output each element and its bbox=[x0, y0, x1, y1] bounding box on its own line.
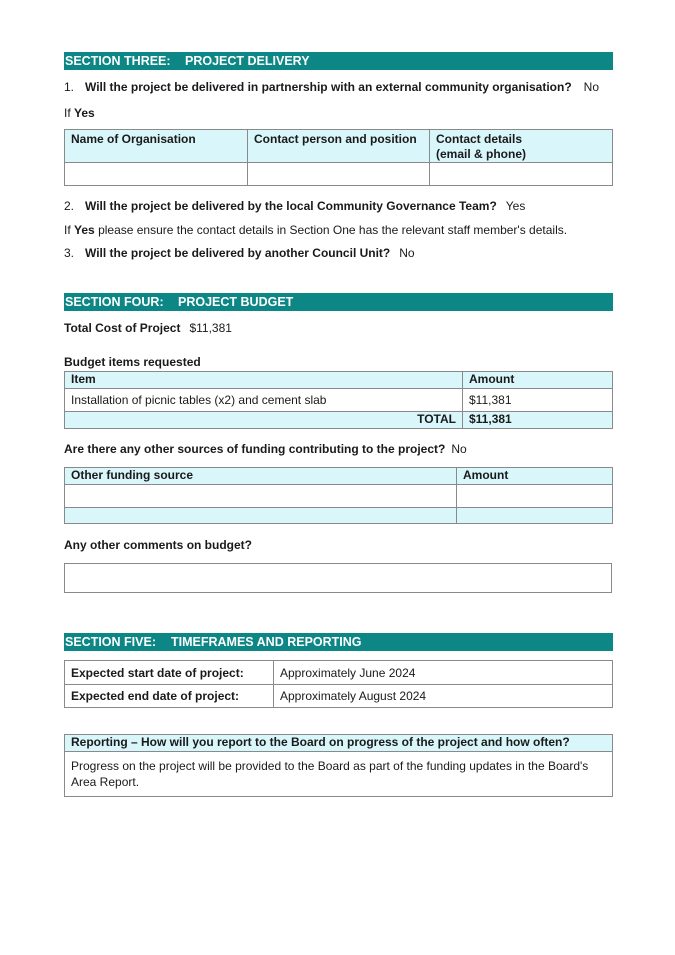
total-cost bbox=[64, 321, 232, 336]
section-five-title: TIMEFRAMES AND REPORTING bbox=[171, 635, 362, 649]
reporting-table bbox=[64, 734, 613, 797]
section-five-prefix: SECTION FIVE: bbox=[65, 635, 156, 649]
section-four-title: PROJECT BUDGET bbox=[178, 295, 294, 309]
budget-total-value: $11,381 bbox=[463, 412, 613, 429]
funding-source-cell[interactable] bbox=[65, 508, 457, 524]
if-yes-label: If Yes bbox=[64, 106, 95, 120]
section-four-prefix: SECTION FOUR: bbox=[65, 295, 164, 309]
contact-person-header: Contact person and position bbox=[248, 130, 430, 163]
funding-amount-header: Amount bbox=[457, 468, 613, 485]
org-name-cell[interactable] bbox=[65, 163, 248, 186]
question-3-answer[interactable]: No bbox=[399, 246, 415, 260]
budget-amount-header: Amount bbox=[463, 372, 613, 389]
question-2-answer[interactable]: Yes bbox=[505, 199, 526, 213]
budget-amount-cell[interactable]: $11,381 bbox=[463, 389, 613, 412]
comments-label: Any other comments on budget? bbox=[64, 538, 253, 552]
section-three-title: PROJECT DELIVERY bbox=[185, 54, 310, 68]
section-three-header bbox=[64, 52, 613, 70]
total-cost-label: Total Cost of Project bbox=[64, 321, 181, 335]
funding-source-header: Other funding source bbox=[65, 468, 457, 485]
question-2: 2. Will the project be delivered by the local Community Governance Team? Yes bbox=[64, 199, 526, 213]
organisation-table bbox=[64, 129, 613, 186]
start-date-value[interactable]: Approximately June 2024 bbox=[274, 661, 613, 685]
yes-note: If Yes please ensure the contact details in Section One has the relevant staff member's details. bbox=[64, 223, 568, 237]
comments-box[interactable] bbox=[64, 563, 612, 593]
budget-item-header: Item bbox=[65, 372, 463, 389]
section-five-header bbox=[64, 633, 613, 651]
table-row bbox=[65, 485, 613, 508]
contact-person-cell[interactable] bbox=[248, 163, 430, 186]
funding-table bbox=[64, 467, 613, 524]
question-1-answer[interactable]: No bbox=[583, 80, 599, 94]
other-funding-question bbox=[64, 442, 467, 457]
funding-amount-cell[interactable] bbox=[457, 485, 613, 508]
question-1: 1. Will the project be delivered in partnership with an external community organisation? No bbox=[64, 80, 599, 94]
other-funding-answer[interactable]: No bbox=[451, 442, 467, 456]
end-date-label: Expected end date of project: bbox=[65, 685, 274, 708]
table-row bbox=[65, 508, 613, 524]
table-row bbox=[65, 389, 613, 412]
org-name-header: Name of Organisation bbox=[65, 130, 248, 163]
contact-details-header: Contact details (email & phone) bbox=[430, 130, 613, 163]
question-1-text: Will the project be delivered in partnership with an external community organisation? bbox=[85, 80, 572, 94]
reporting-header: Reporting – How will you report to the Board on progress of the project and how often? bbox=[65, 735, 613, 752]
budget-items-label: Budget items requested bbox=[64, 355, 201, 369]
question-2-text: Will the project be delivered by the local Community Governance Team? bbox=[85, 199, 497, 213]
funding-source-cell[interactable] bbox=[65, 485, 457, 508]
section-four-header bbox=[64, 293, 613, 311]
budget-total-label: TOTAL bbox=[65, 412, 463, 429]
reporting-text[interactable]: Progress on the project will be provided to the Board as part of the funding updates in the Board's Area Report. bbox=[65, 752, 613, 797]
contact-details-cell[interactable] bbox=[430, 163, 613, 186]
other-funding-text: Are there any other sources of funding contributing to the project? bbox=[64, 442, 446, 456]
question-3: 3. Will the project be delivered by another Council Unit? No bbox=[64, 246, 415, 260]
section-three-prefix: SECTION THREE: bbox=[65, 54, 171, 68]
total-cost-value[interactable]: $11,381 bbox=[189, 321, 232, 335]
funding-amount-cell[interactable] bbox=[457, 508, 613, 524]
budget-table bbox=[64, 371, 613, 429]
question-3-text: Will the project be delivered by another Council Unit? bbox=[85, 246, 391, 260]
budget-item-cell[interactable]: Installation of picnic tables (x2) and cement slab bbox=[65, 389, 463, 412]
end-date-value[interactable]: Approximately August 2024 bbox=[274, 685, 613, 708]
timeframes-table bbox=[64, 660, 613, 708]
start-date-label: Expected start date of project: bbox=[65, 661, 274, 685]
